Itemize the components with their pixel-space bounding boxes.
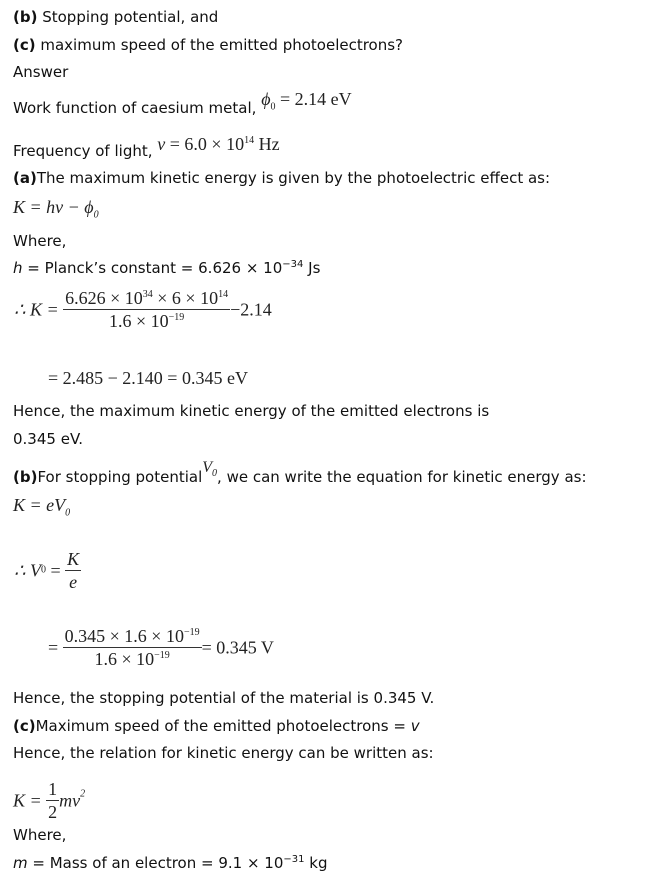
- frequency-line: [13, 134, 280, 160]
- question-c: [13, 36, 403, 54]
- denominator-text: 1.6 × 10: [94, 649, 155, 669]
- question-b-text: Stopping potential, and: [37, 8, 219, 26]
- work-function-label: Work function of caesium metal,: [13, 99, 262, 117]
- eq3-prefix: =: [48, 637, 59, 658]
- calc-denominator: [63, 310, 230, 332]
- part-b-conclusion: Hence, the stopping potential of the material is 0.345 V.: [13, 689, 435, 707]
- work-function-value: = 2.14 eV: [275, 89, 352, 109]
- eq-exponent: 2: [80, 788, 86, 800]
- v0-subscript: 0: [212, 468, 218, 480]
- denominator: 1.6 × 10: [108, 311, 169, 331]
- kinetic-energy-equation: K = hν − ϕ: [13, 197, 94, 217]
- part-c-text: Maximum speed of the emitted photoelectrons =: [35, 717, 411, 735]
- part-a-result: = 2.485 − 2.140 = 0.345 eV: [48, 368, 248, 388]
- work-function-line: [13, 89, 352, 117]
- v-symbol: v: [410, 717, 420, 735]
- eq-prefix: K =: [13, 790, 47, 811]
- part-b-equation-2: [14, 548, 81, 593]
- denominator-exp: −19: [168, 312, 185, 323]
- eq2-prefix: ∴ V: [14, 560, 41, 581]
- part-a-intro: [13, 169, 550, 187]
- fraction-denominator: e: [69, 572, 78, 592]
- eq2-subscript: 0: [40, 564, 46, 576]
- eq3-suffix: = 0.345 V: [201, 637, 274, 658]
- frequency-unit: Hz: [254, 134, 280, 154]
- v0-subscript: 0: [65, 507, 71, 519]
- phi-symbol: ϕ: [261, 89, 271, 109]
- numerator-part-b: × 6 × 10: [152, 288, 219, 308]
- eq2-equals: =: [45, 560, 66, 581]
- question-c-label: (c): [13, 36, 36, 54]
- part-c-equation: [13, 778, 85, 823]
- question-b-label: (b): [13, 8, 38, 26]
- fraction-denominator: [63, 648, 202, 670]
- planck-line: [13, 259, 320, 277]
- planck-text: = Planck’s constant = 6.626 × 10: [22, 259, 283, 277]
- part-c-label: (c): [13, 717, 36, 735]
- planck-symbol: h: [13, 259, 23, 277]
- mass-unit: kg: [304, 854, 328, 872]
- fraction-numerator: K: [67, 549, 80, 569]
- part-a-label: (a): [13, 169, 37, 187]
- planck-unit: Js: [303, 259, 321, 277]
- stopping-potential-fraction: [63, 625, 202, 670]
- fraction-numerator: 1: [48, 779, 58, 799]
- planck-exponent: −34: [282, 259, 304, 270]
- numerator-exp-b: 14: [218, 289, 229, 300]
- part-c-relation: Hence, the relation for kinetic energy can be written as:: [13, 744, 434, 762]
- fraction-denominator: 2: [48, 802, 58, 822]
- part-b-intro: [13, 459, 587, 487]
- mass-symbol: m: [13, 854, 28, 872]
- numerator-part-a: 6.626 × 10: [65, 288, 143, 308]
- k-over-e-fraction: [65, 548, 81, 593]
- question-b: [13, 8, 218, 26]
- frequency-formula: [157, 134, 279, 154]
- part-b-equation-1: [13, 495, 71, 519]
- half-fraction: [46, 778, 59, 823]
- frequency-value: = 6.0 × 10: [165, 134, 245, 154]
- frequency-label: Frequency of light,: [13, 142, 158, 160]
- part-a-text: The maximum kinetic energy is given by the photoelectric effect as:: [36, 169, 551, 187]
- numerator-text: 0.345 × 1.6 × 10: [64, 626, 184, 646]
- part-b-label: (b): [13, 468, 38, 486]
- calc-fraction: [63, 287, 230, 332]
- calc-prefix: ∴ K =: [14, 299, 59, 320]
- part-a-where: Where,: [13, 232, 67, 250]
- mass-exponent: −31: [283, 854, 305, 865]
- question-c-text: maximum speed of the emitted photoelectrons?: [35, 36, 404, 54]
- mass-text: = Mass of an electron = 9.1 × 10: [27, 854, 284, 872]
- fraction-numerator: [63, 625, 202, 648]
- part-a-calculation: [14, 287, 272, 332]
- part-b-equation-3: [48, 625, 274, 670]
- numerator-exp: −19: [183, 627, 200, 638]
- mass-line: [13, 854, 327, 872]
- part-c-where: Where,: [13, 826, 67, 844]
- part-a-conclusion-2: 0.345 eV.: [13, 430, 84, 448]
- eq-suffix: mv: [59, 790, 81, 811]
- frequency-exponent: 14: [244, 135, 255, 146]
- part-a-equation-1: [13, 197, 99, 221]
- k-ev0-equation: K = eV: [13, 495, 66, 515]
- denominator-exp: −19: [154, 650, 170, 661]
- part-a-conclusion-1: Hence, the maximum kinetic energy of the emitted electrons is: [13, 402, 490, 420]
- phi-subscript: 0: [270, 101, 276, 113]
- part-c-intro: [13, 717, 420, 735]
- answer-heading: Answer: [13, 63, 69, 81]
- calc-suffix: −2.14: [230, 299, 272, 320]
- v0-symbol: V: [202, 459, 213, 476]
- phi-subscript: 0: [93, 209, 99, 221]
- numerator-exp-a: 34: [142, 289, 153, 300]
- v0-inline: [202, 459, 218, 480]
- work-function-formula: [261, 89, 352, 113]
- part-b-text-1: For stopping potential: [37, 468, 203, 486]
- part-b-text-2: , we can write the equation for kinetic energy as:: [217, 468, 587, 486]
- calc-numerator: [63, 287, 230, 310]
- nu-symbol: ν: [157, 134, 166, 154]
